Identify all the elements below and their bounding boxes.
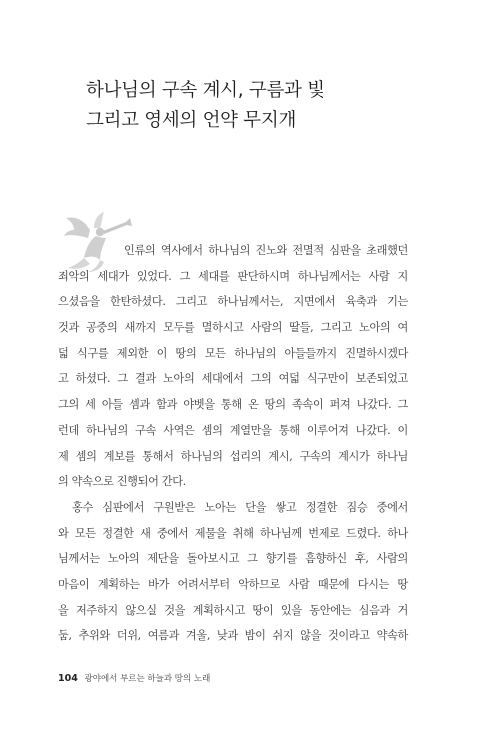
paragraph-2-line: 님께서는 노아의 제단을 돌아보시고 그 향기를 흠향하신 후, 사람의 (58, 552, 408, 566)
paragraph-2-line: 홍수 심판에서 구원받은 노아는 단을 쌓고 정결한 짐승 중에서 (72, 500, 408, 514)
paragraph-1-line: 으셨음을 한탄하셨다. 그리고 하나님께서는, 지면에서 육축과 기는 (58, 295, 408, 309)
paragraph-2-line: 을 저주하지 않으실 것을 계획하시고 땅이 있을 동안에는 심음과 거 (58, 603, 408, 617)
paragraph-2-line: 둠, 추위와 더위, 여름과 겨울, 낮과 밤이 쉬지 않을 것이라고 약속하 (58, 629, 408, 643)
paragraph-1-line: 런데 하나님의 구속 사역은 셈의 계열만을 통해 이루어져 나갔다. 이 (58, 423, 408, 437)
page-footer (58, 672, 210, 684)
paragraph-1-line: 죄악의 세대가 있었다. 그 세대를 판단하시며 하나님께서는 사람 지 (58, 269, 408, 283)
paragraph-2-line: 와 모든 정결한 새 중에서 제물을 취해 하나님께 번제로 드렸다. 하나 (58, 526, 408, 540)
paragraph-1-line: 것과 공중의 새까지 모두를 멸하시고 사람의 딸들, 그리고 노아의 여 (58, 321, 408, 335)
paragraph-1-line: 인류의 역사에서 하나님의 진노와 전멸적 심판을 초래했던 (124, 244, 408, 257)
body-text (58, 238, 408, 649)
paragraph-1-line: 의 약속으로 진행되어 간다. (58, 475, 186, 489)
chapter-title-line-2: 그리고 영세의 언약 무지개 (86, 110, 297, 131)
running-title: 광야에서 부르는 하늘과 땅의 노래 (84, 674, 211, 684)
chapter-title-line-1: 하나님의 구속 계시, 구름과 빛 (86, 80, 325, 101)
paragraph-1-line: 덟 식구를 제외한 이 땅의 모든 하나님의 아들들까지 진멸하시겠다 (58, 346, 408, 360)
chapter-title (86, 76, 446, 136)
paragraph-1-line: 고 하셨다. 그 결과 노아의 세대에서 그의 여덟 식구만이 보존되었고 (58, 372, 408, 386)
page-number: 104 (58, 673, 78, 684)
paragraph-2-line: 마음이 계획하는 바가 어려서부터 악하므로 사람 때문에 다시는 땅 (58, 577, 408, 591)
paragraph-1-line: 제 셈의 계보를 통해서 하나님의 섭리의 계시, 구속의 계시가 하나님 (58, 449, 408, 463)
paragraph-1-line: 그의 세 아들 셈과 함과 야벳을 통해 온 땅의 족속이 퍼져 나갔다. 그 (58, 398, 408, 412)
